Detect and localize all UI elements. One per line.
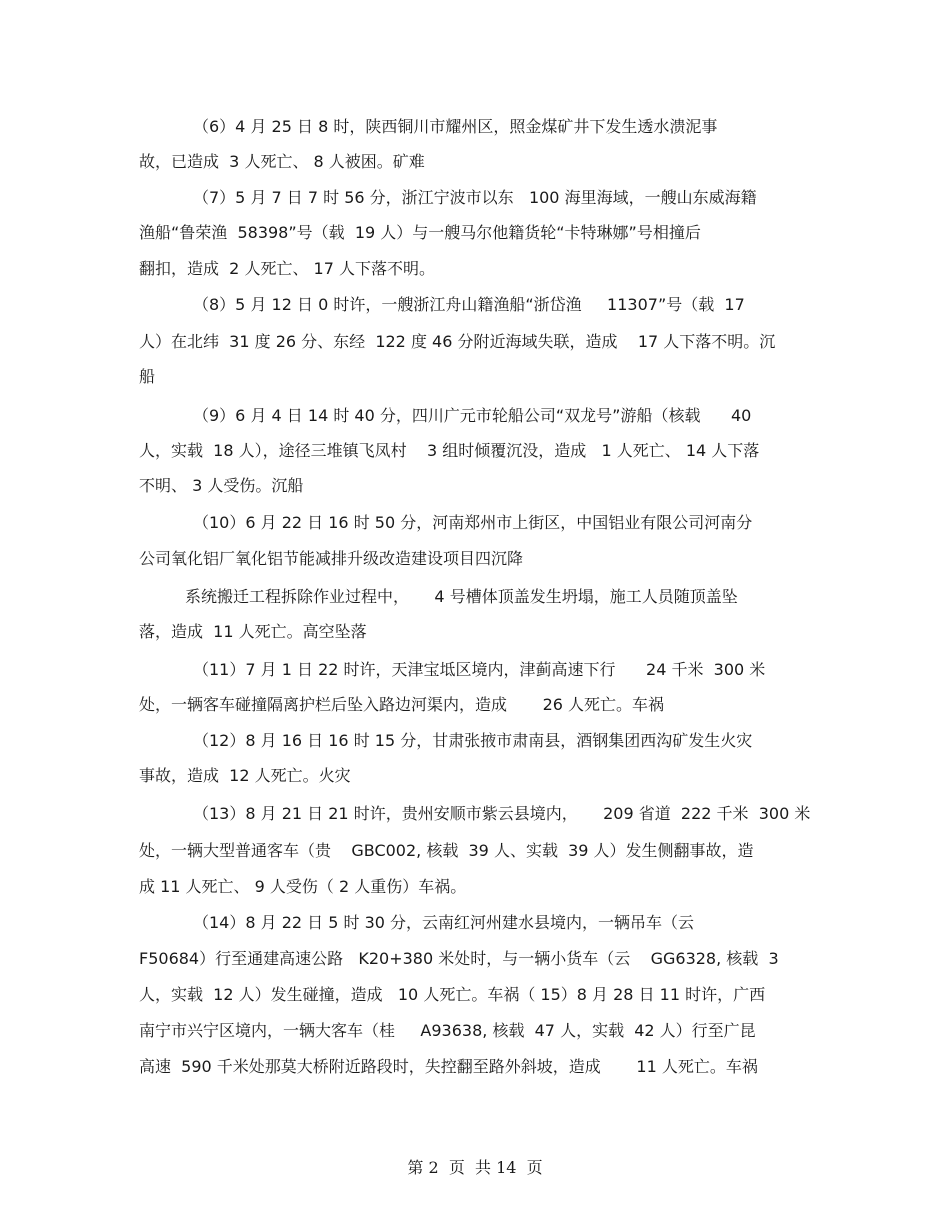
body-line: 成 11 人死亡、 9 人受伤（ 2 人重伤）车祸。 — [139, 877, 467, 896]
body-line: （14）8 月 22 日 5 时 30 分，云南红河州建水县境内，一辆吊车（云 — [193, 913, 695, 932]
body-line: 故，已造成 3 人死亡、 8 人被困。矿难 — [139, 152, 425, 171]
body-line: F50684）行至通建高速公路 K20+380 米处时，与一辆小货车（云 GG6328, 核载 3 — [139, 949, 779, 968]
body-line: 处，一辆客车碰撞隔离护栏后坠入路边河渠内，造成 26 人死亡。车祸 — [139, 695, 665, 714]
body-line: 落，造成 11 人死亡。高空坠落 — [139, 622, 367, 641]
body-line: 处，一辆大型普通客车（贵 GBC002, 核载 39 人、实载 39 人）发生侧翻事故，造 — [139, 841, 754, 860]
body-line: （8）5 月 12 日 0 时许，一艘浙江舟山籍渔船“浙岱渔 11307”号（载 17 — [193, 295, 745, 314]
body-line: 不明、 3 人受伤。沉船 — [139, 476, 304, 495]
body-line: （9）6 月 4 日 14 时 40 分，四川广元市轮船公司“双龙号”游船（核载 40 — [193, 406, 752, 425]
body-line: 南宁市兴宁区境内，一辆大客车（桂 A93638, 核载 47 人，实载 42 人）行至广昆 — [139, 1021, 756, 1040]
body-line: （11）7 月 1 日 22 时许，天津宝坻区境内，津蓟高速下行 24 千米 300 米 — [193, 660, 766, 679]
body-line: （13）8 月 21 日 21 时许，贵州安顺市紫云县境内， 209 省道 222 千米 300 米 — [193, 804, 811, 823]
body-line: 人，实载 18 人），途径三堆镇飞凤村 3 组时倾覆沉没，造成 1 人死亡、 14 人下落 — [139, 441, 760, 460]
body-line: （6）4 月 25 日 8 时，陕西铜川市耀州区，照金煤矿井下发生透水溃泥事 — [193, 117, 718, 136]
body-line: 系统搬迁工程拆除作业过程中， 4 号槽体顶盖发生坍塌，施工人员随顶盖坠 — [185, 587, 738, 606]
body-line: 高速 590 千米处那莫大桥附近路段时，失控翻至路外斜坡，造成 11 人死亡。车祸 — [139, 1057, 758, 1076]
body-line: （7）5 月 7 日 7 时 56 分，浙江宁波市以东 100 海里海域，一艘山东威海籍 — [193, 188, 757, 207]
body-line: 事故，造成 12 人死亡。火灾 — [139, 766, 351, 785]
body-line: 船 — [139, 367, 156, 386]
page-number-footer: 第 2 页 共 14 页 — [407, 1158, 543, 1177]
body-line: （12）8 月 16 日 16 时 15 分，甘肃张掖市肃南县，酒钢集团西沟矿发生火灾 — [193, 731, 753, 750]
body-line: （10）6 月 22 日 16 时 50 分，河南郑州市上街区，中国铝业有限公司河南分 — [193, 513, 753, 532]
body-line: 渔船“鲁荣渔 58398”号（载 19 人）与一艘马尔他籍货轮“卡特琳娜”号相撞后 — [139, 223, 701, 242]
body-line: 公司氧化铝厂氧化铝节能减排升级改造建设项目四沉降 — [139, 549, 524, 568]
body-line: 人，实载 12 人）发生碰撞，造成 10 人死亡。车祸（ 15）8 月 28 日 11 时许，广西 — [139, 985, 766, 1004]
body-line: 翻扣，造成 2 人死亡、 17 人下落不明。 — [139, 259, 435, 278]
body-line: 人）在北纬 31 度 26 分、东经 122 度 46 分附近海域失联，造成 17 人下落不明。沉 — [139, 332, 776, 351]
